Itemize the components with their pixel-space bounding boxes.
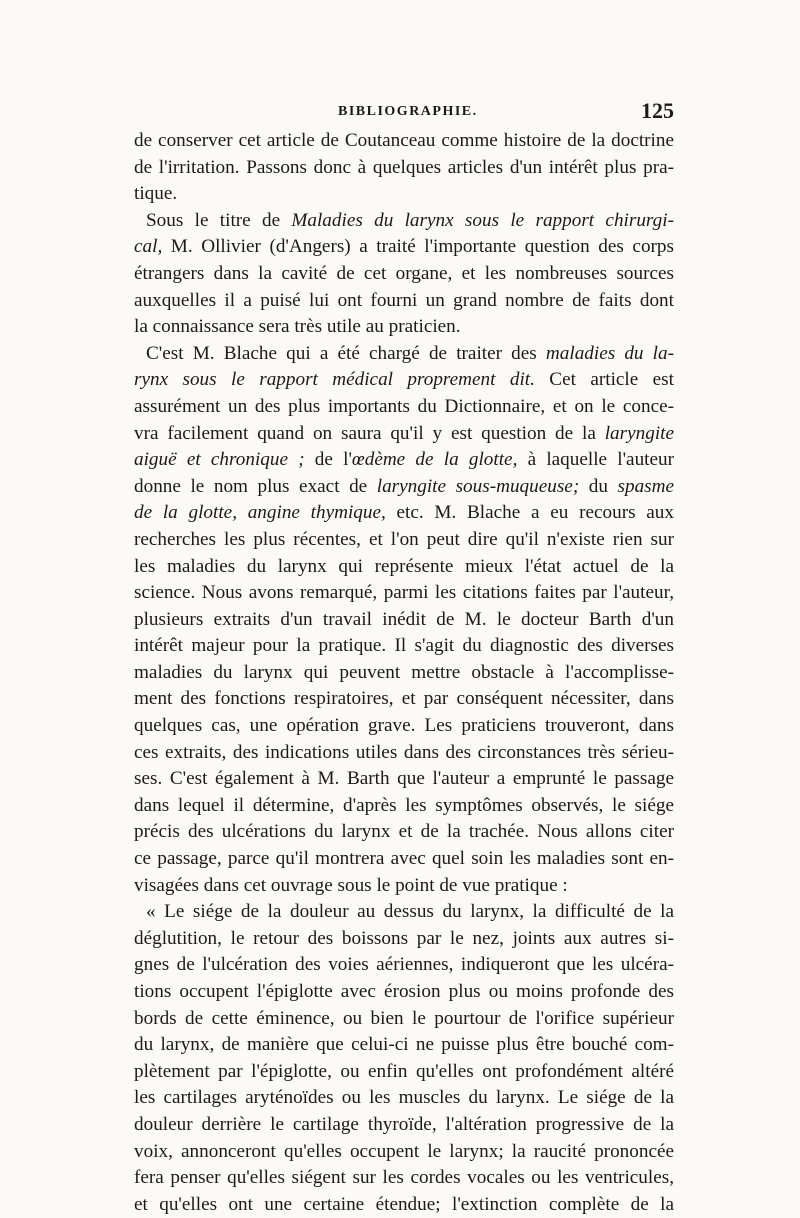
- text-line: voix, annonceront qu'elles occupent le larynx; la raucité prononcée: [134, 1140, 674, 1162]
- text-segment: du: [579, 475, 618, 497]
- text-line: fera penser qu'elles siégent sur les cordes vocales ou les ventricules,: [134, 1167, 674, 1189]
- text-line: auxquelles il a puisé lui ont fourni un grand nombre de faits dont: [134, 289, 674, 311]
- text-line: [134, 421, 674, 448]
- italic-segment: laryngite: [604, 422, 674, 444]
- text-line: [134, 234, 674, 261]
- text-line: de l'irritation. Passons donc à quelques articles d'un intérêt plus pra-: [134, 156, 674, 178]
- text-line: « Le siége de la douleur au dessus du larynx, la difficulté de la: [146, 901, 674, 923]
- text-line: gnes de l'ulcération des voies aériennes, indiqueront que les ulcéra-: [134, 954, 674, 976]
- text-line: [134, 447, 674, 474]
- text-segment: Cet article est: [534, 369, 674, 391]
- italic-segment: cal,: [134, 236, 163, 258]
- text-line: de conserver cet article de Coutanceau comme histoire de la doctrine: [134, 130, 674, 151]
- text-segment: vra facilement quand on saura qu'il y est question de la: [134, 422, 605, 444]
- text-line: science. Nous avons remarqué, parmi les citations faites par l'auteur,: [134, 582, 674, 604]
- italic-segment: laryngite sous-muqueuse;: [376, 475, 580, 497]
- text-line: déglutition, le retour des boissons par le nez, joints aux autres si-: [134, 927, 674, 949]
- text-line: plètement par l'épiglotte, ou enfin qu'elles ont profondément altéré: [134, 1060, 674, 1082]
- page-number: 125: [641, 98, 674, 123]
- text-line: étrangers dans la cavité de cet organe, et les nombreuses sources: [134, 262, 674, 284]
- body-text: [134, 128, 674, 1218]
- text-line: tique.: [134, 183, 178, 205]
- text-line: ces extraits, des indications utiles dans des circonstances très sérieu-: [134, 741, 674, 763]
- text-line: douleur derrière le cartilage thyroïde, l'altération progressive de la: [134, 1113, 674, 1135]
- italic-segment: rynx sous le rapport médical proprement dit.: [134, 369, 535, 391]
- running-title: BIBLIOGRAPHIE.: [338, 104, 478, 119]
- text-line: intérêt majeur pour la pratique. Il s'agit du diagnostic des diverses: [134, 635, 674, 657]
- text-line: [134, 367, 674, 394]
- text-line: bords de cette éminence, ou bien le pourtour de l'orifice supérieur: [134, 1007, 674, 1029]
- text-line: les maladies du larynx qui représente mieux l'état actuel de la: [134, 555, 674, 577]
- text-line: ment des fonctions respiratoires, et par conséquent nécessiter, dans: [134, 688, 674, 710]
- text-line: maladies du larynx qui peuvent mettre obstacle à l'accomplisse-: [134, 661, 674, 683]
- italic-segment: spasme: [617, 475, 675, 497]
- text-line: [134, 208, 674, 235]
- text-line: plusieurs extraits d'un travail inédit de M. le docteur Barth d'un: [134, 608, 674, 630]
- text-line: visagées dans cet ouvrage sous le point de vue pratique :: [134, 874, 568, 896]
- italic-segment: de la glotte, angine thymique,: [134, 502, 386, 524]
- text-segment: Sous le titre de: [146, 209, 292, 231]
- italic-segment: œdème de la glotte,: [351, 449, 518, 471]
- text-line: la connaissance sera très utile au praticien.: [134, 316, 461, 338]
- text-line: [134, 341, 674, 368]
- italic-segment: aiguë et chronique ;: [134, 449, 305, 471]
- text-line: quelques cas, une opération grave. Les praticiens trouveront, dans: [134, 715, 674, 737]
- text-line: [134, 500, 674, 527]
- italic-segment: Maladies du larynx sous le rapport chirurgi-: [291, 209, 674, 231]
- text-segment: etc. M. Blache a eu recours aux: [385, 502, 674, 524]
- text-line: [134, 474, 674, 501]
- text-line: tions occupent l'épiglotte avec érosion plus ou moins profonde des: [134, 981, 674, 1002]
- text-segment: M. Ollivier (d'Angers) a traité l'importante question des corps: [162, 236, 674, 258]
- text-line: et qu'elles ont une certaine étendue; l'extinction complète de la: [134, 1193, 674, 1215]
- text-line: du larynx, de manière que celui-ci ne puisse plus être bouché com-: [134, 1034, 674, 1056]
- text-line: ce passage, parce qu'il montrera avec quel soin les maladies sont en-: [134, 848, 674, 870]
- text-segment: à laquelle l'auteur: [517, 449, 674, 471]
- text-line: recherches les plus récentes, et l'on peut dire qu'il n'existe rien sur: [134, 528, 674, 550]
- text-segment: C'est M. Blache qui a été chargé de traiter des: [146, 342, 546, 364]
- text-line: ses. C'est également à M. Barth que l'auteur a emprunté le passage: [134, 768, 674, 790]
- page-header: [134, 98, 674, 128]
- italic-segment: maladies du la-: [545, 342, 674, 364]
- text-segment: donne le nom plus exact de: [134, 475, 377, 497]
- text-segment: de l': [304, 449, 352, 471]
- text-line: dans lequel il détermine, d'après les symptômes observés, le siége: [134, 794, 674, 816]
- text-line: précis des ulcérations du larynx et de la trachée. Nous allons citer: [134, 821, 674, 843]
- text-line: les cartilages aryténoïdes ou les muscles du larynx. Le siége de la: [134, 1087, 674, 1109]
- text-line: assurément un des plus importants du Dictionnaire, et on le conce-: [134, 395, 674, 417]
